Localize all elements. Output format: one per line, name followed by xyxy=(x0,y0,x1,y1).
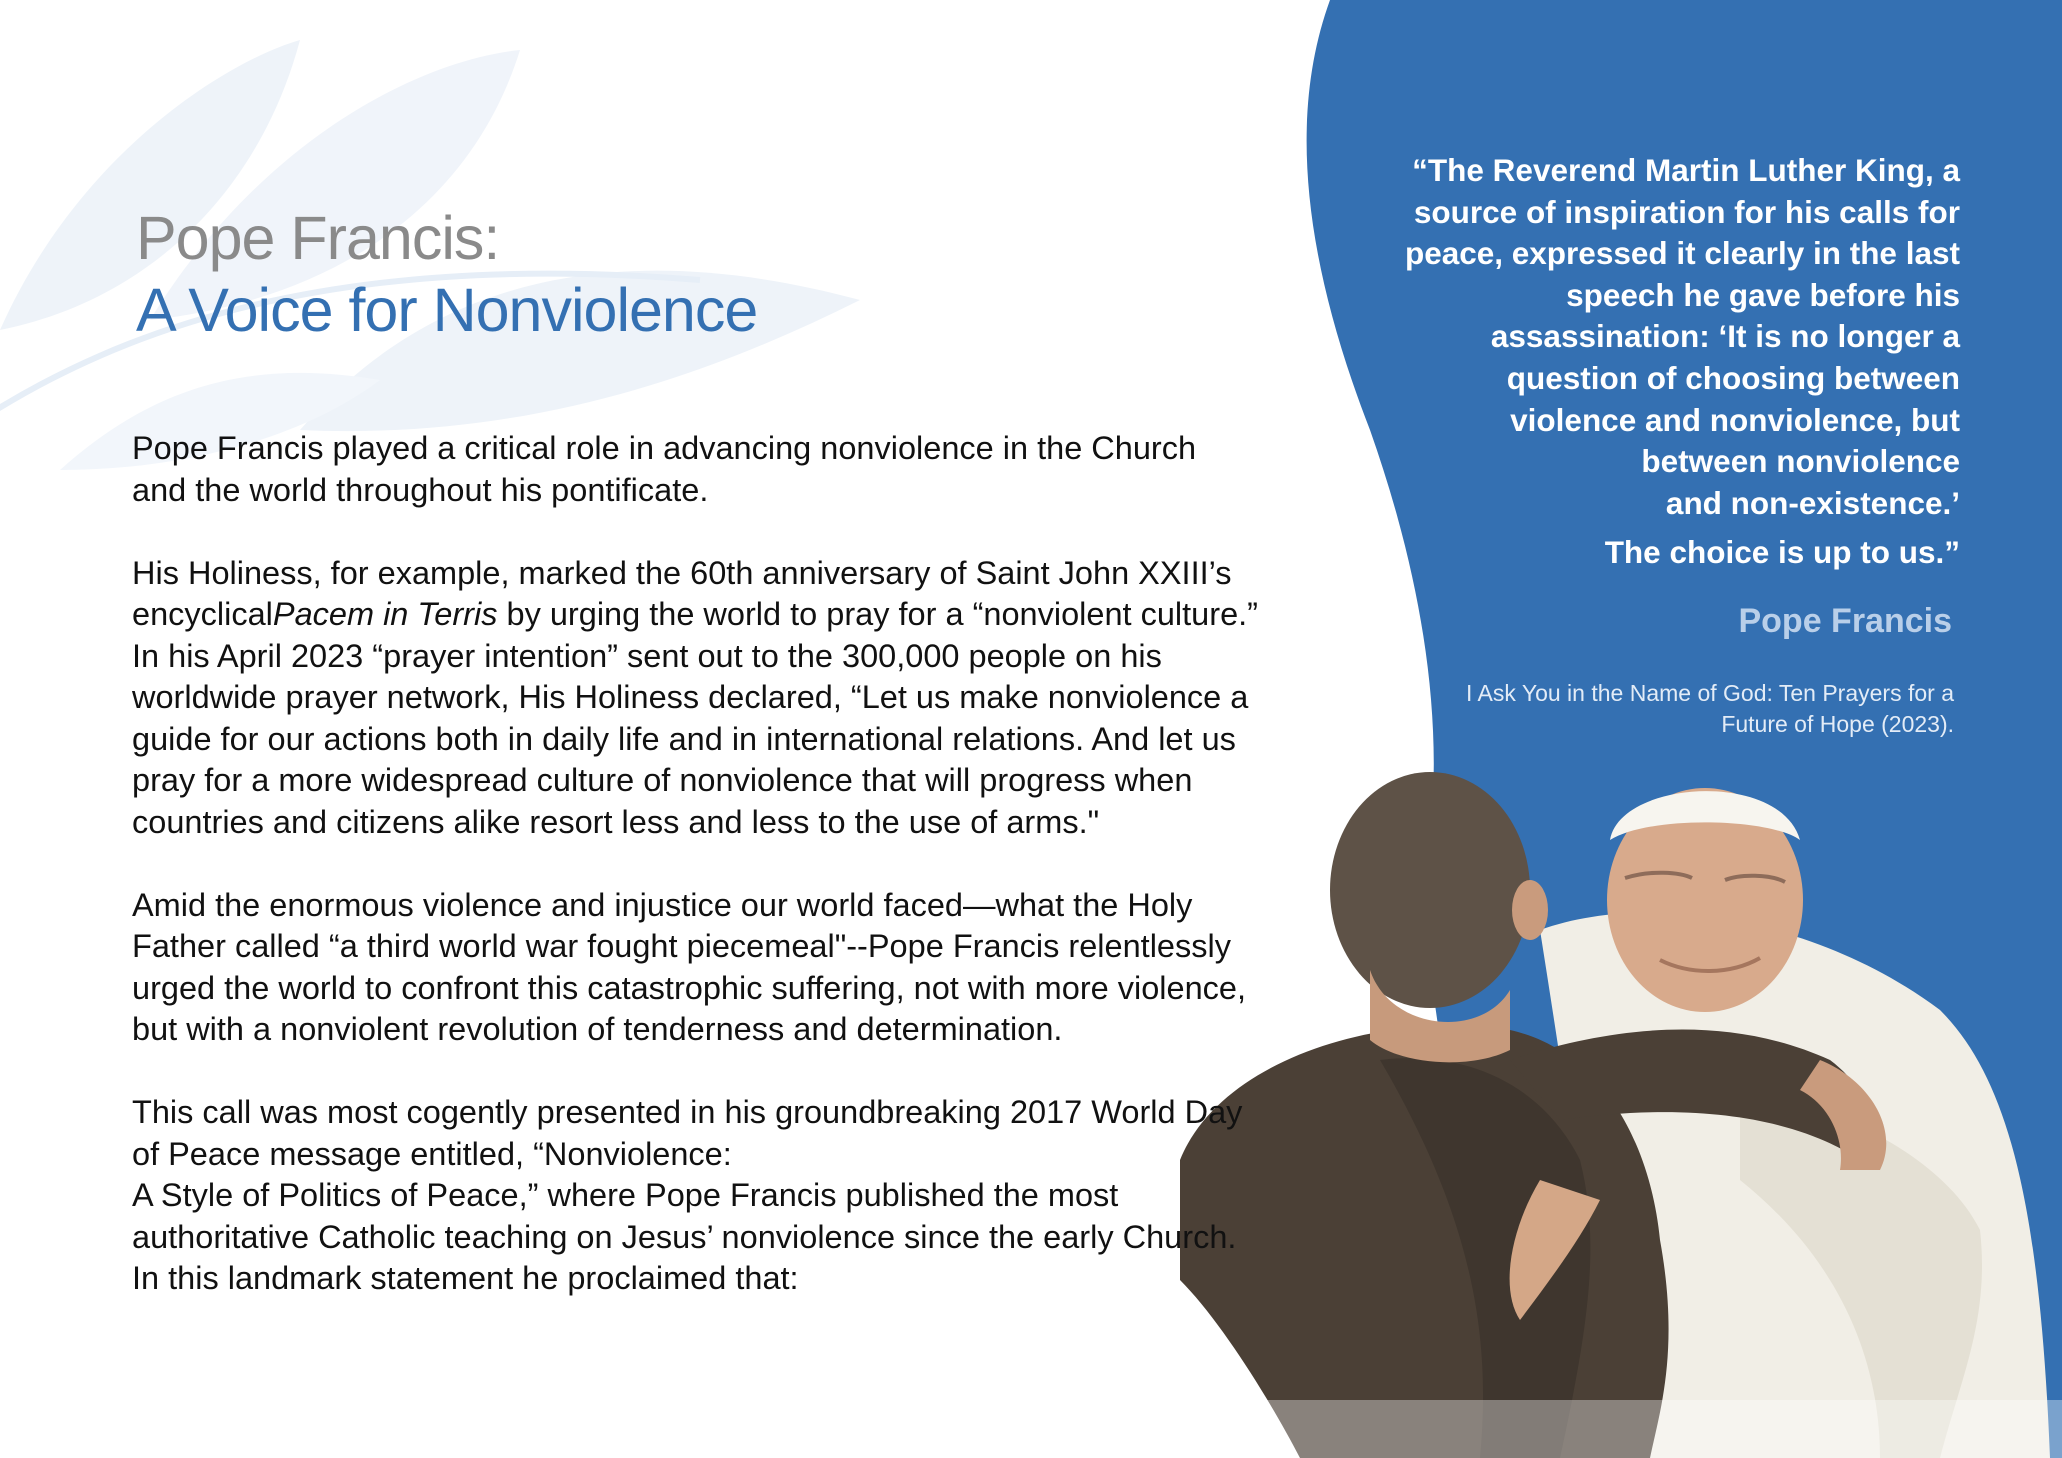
quote-line: “The Reverend Martin Luther King, a xyxy=(1412,152,1960,188)
paragraph-2-start: His Holiness, for example, marked the 60th anniversary of Saint John XXIII’s encyclical xyxy=(132,554,1232,632)
body-text xyxy=(128,428,1258,1341)
quote-source: I Ask You in the Name of God: Ten Prayers for a Future of Hope (2023). xyxy=(1466,680,1954,737)
paragraph-3: Amid the enormous violence and injustice our world faced—what the Holy Father called “a third world war fought piecemeal"--Pope Francis relentlessly urged the world to confront this catastrophic suffering, not with more violence, but with a nonviolent revolution of tenderness and determination. xyxy=(132,886,1247,1047)
page-title xyxy=(136,202,757,346)
pull-quote xyxy=(1360,150,1960,574)
quote-line: and non-existence.’ xyxy=(1665,484,1960,521)
paragraph-2-end: by urging the world to pray for a “nonviolent culture.” In his April 2023 “prayer intention” sent out to the 300,000 people on his worldwide prayer network, His Holiness declared, “Let us make nonviolence a guide for our actions both in daily life and in international relations. And let us pray for a more widespread culture of nonviolence that will progress when countries and citizens alike resort less and less to the use of arms." xyxy=(132,596,1258,840)
quote-line: peace, expressed it clearly in the last xyxy=(1404,235,1960,272)
paragraph-1: Pope Francis played a critical role in advancing nonviolence in the Church and the world throughout his pontificate. xyxy=(132,430,1197,508)
title-line-1: Pope Francis: xyxy=(136,204,500,272)
paragraph-4-second: A Style of Politics of Peace,” where Pope Francis published the most authoritative Catholic teaching on Jesus’ nonviolence since the early Church. In this landmark statement he proclaimed that: xyxy=(132,1177,1237,1296)
title-line-2: A Voice for Nonviolence xyxy=(136,276,758,344)
quote-line: assassination: ‘It is no longer a xyxy=(1490,318,1960,355)
quote-line: question of choosing between xyxy=(1506,359,1960,396)
paragraph-2 xyxy=(128,553,1258,844)
paragraph-4 xyxy=(128,1092,1258,1300)
paragraph-4-first: This call was most cogently presented in his groundbreaking 2017 World Day of Peace message entitled, “Nonviolence: xyxy=(132,1094,1243,1172)
quote-line: speech he gave before his xyxy=(1566,276,1960,313)
quote-line: source of inspiration for his calls for xyxy=(1413,193,1960,230)
embrace-photo xyxy=(1180,760,2062,1458)
quote-line: between nonviolence xyxy=(1641,443,1960,480)
encyclical-title: Pacem in Terris xyxy=(272,596,498,632)
quote-author: Pope Francis xyxy=(1738,602,1952,640)
quote-closing: The choice is up to us.” xyxy=(1604,534,1960,571)
quote-line: violence and nonviolence, but xyxy=(1510,401,1960,438)
